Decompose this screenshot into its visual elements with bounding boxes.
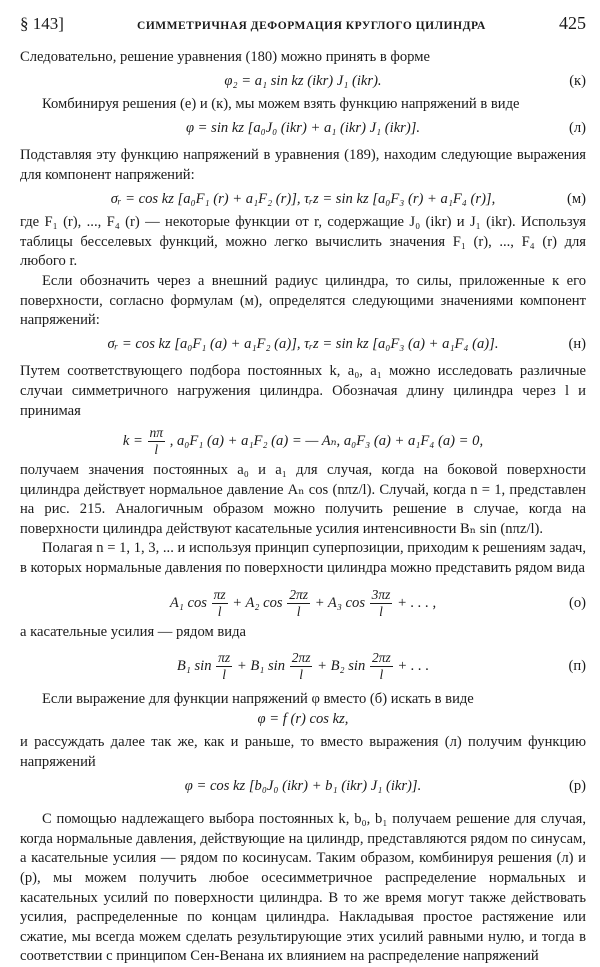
denominator: l xyxy=(296,603,301,619)
paragraph: С помощью надлежащего выбора постоянных k, b₀, b₁ получаем решение для случая, когда нормальные давления, действующие на цилиндр, представляются рядом по синусам, а касательные усилия — рядом по косинусам. Таким образом, комбинируя решения (л) и (р), мы можем получить любое осесимметричное распределение нормальных и касательных усилий по поверхности цилиндра. В то же время могут также действовать усилия, распределенные по концам цилиндра. Накладывая простое растяжение или сжатие, мы всегда можем сделать результирующие этих усилий равными нулю, и тогда в соответствии с принципом Сен-Венана их влиянием на распределение напряжений xyxy=(20,811,586,965)
numerator: πz xyxy=(218,650,231,666)
chapter-title: СИММЕТРИЧНАЯ ДЕФОРМАЦИЯ КРУГЛОГО ЦИЛИНДРА xyxy=(137,20,486,32)
equation-r xyxy=(20,777,586,797)
fraction xyxy=(287,587,310,620)
equation-text: + . . . , xyxy=(397,594,437,611)
equation-tag: (н) xyxy=(568,335,586,352)
equation-text: φ = f (r) cos kz, xyxy=(257,710,349,727)
equation-text: φ = cos kz [b₀J₀ (ikr) + b₁ (ikr) J₁ (ikr)]. xyxy=(184,777,422,794)
equation-p xyxy=(20,646,586,686)
running-header xyxy=(20,14,586,40)
equation-tag: (к) xyxy=(569,72,586,89)
fraction xyxy=(216,650,232,683)
paragraph: Если обозначить через a внешний радиус цилиндра, то силы, приложенные к его поверхности, согласно формулам (м), определятся следующими значениями компонент напряжений: xyxy=(20,272,586,329)
equation-text: φ = sin kz [a₀J₀ (ikr) + a₁ (ikr) J₁ (ikr)]. xyxy=(185,119,421,136)
equation-text: B₁ sin xyxy=(176,658,212,675)
equation-text: + A₂ cos xyxy=(232,594,283,611)
equation-tag: (м) xyxy=(567,190,586,207)
equation-n xyxy=(20,335,586,355)
equation-text: + A₃ cos xyxy=(314,594,366,611)
equation-text: σᵣ = cos kz [a₀F₁ (a) + a₁F₂ (a)], τᵣz = sin kz [a₀F₃ (a) + a₁F₄ (a)]. xyxy=(107,335,499,352)
equation-text: σᵣ = cos kz [a₀F₁ (r) + a₁F₂ (r)], τᵣz = sin kz [a₀F₃ (r) + a₁F₄ (r)], xyxy=(110,190,496,207)
fraction xyxy=(290,650,313,683)
numerator: 3πz xyxy=(371,586,391,602)
fraction xyxy=(148,425,166,458)
paragraph: где F₁ (r), ..., F₄ (r) — некоторые функции от r, содержащие J₀ (ikr) и J₁ (ikr). Используя таблицы бесселевых функций, можно легко вычислить значения F₁ (r), ..., F₄ (r) для любого r. xyxy=(20,214,586,270)
section-number: § 143] xyxy=(20,14,64,33)
equation-phi xyxy=(20,710,586,730)
paragraph: Следовательно, решение уравнения (180) можно принять в форме xyxy=(20,49,430,65)
fraction xyxy=(370,587,393,620)
equation-tag: (п) xyxy=(568,658,586,675)
denominator: l xyxy=(379,603,383,619)
equation-text: + B₁ sin xyxy=(236,658,286,675)
paragraph: и рассуждать далее так же, как и раньше, то вместо выражения (л) получим функцию напряжений xyxy=(20,734,586,771)
equation-tag: (р) xyxy=(568,777,586,794)
paragraph: получаем значения постоянных a₀ и a₁ для случая, когда на боковой поверхности цилиндра действует нормальное давление Aₙ cos (nπz/l). Случай, когда n = 1, представлен на рис. 215. Аналогичным образом можно получить решение в случае, когда на поверхности цилиндра действуют касательные усилия интенсивности Bₙ sin (nπz/l). xyxy=(20,462,586,537)
equation-text: , a₀F₁ (a) + a₁F₂ (a) = — Aₙ, a₀F₃ (a) + a₁F₄ (a) = 0, xyxy=(169,433,484,450)
equation-text: φ₂ = a₁ sin kz (ikr) J₁ (ikr). xyxy=(224,72,382,89)
numerator: 2πz xyxy=(289,586,309,602)
denominator: l xyxy=(379,667,384,683)
paragraph: Путем соответствующего подбора постоянных k, a₀, a₁ можно исследовать различные случаи симметричного нагружения цилиндра. Обозначая длину цилиндра через l и принимая xyxy=(20,363,586,419)
equation-text: + . . . xyxy=(397,658,430,675)
equation-k-definition xyxy=(20,421,586,461)
paragraph: Если выражение для функции напряжений φ вместо (б) искать в виде xyxy=(42,691,474,708)
denominator: l xyxy=(154,442,159,458)
denominator: l xyxy=(222,667,227,683)
equation-o xyxy=(20,583,586,623)
equation-m xyxy=(20,190,586,210)
equation-k xyxy=(20,72,586,92)
equation-l xyxy=(20,119,586,139)
paragraph: Полагая n = 1, 1, 3, ... и используя принцип суперпозиции, приходим к решениям задач, в которых нормальные давления по поверхности цилиндра можно представить рядом вида xyxy=(20,540,586,577)
numerator: nπ xyxy=(149,425,164,441)
page-number: 425 xyxy=(558,13,586,33)
equation-tag: (о) xyxy=(568,594,586,611)
denominator: l xyxy=(217,603,222,619)
equation-tag: (л) xyxy=(568,119,586,136)
paragraph: Комбинируя решения (е) и (к), мы можем взять функцию напряжений в виде xyxy=(42,96,520,113)
fraction xyxy=(370,650,393,683)
equation-text: k = xyxy=(122,433,143,450)
paragraph: Подставляя эту функцию напряжений в уравнения (189), находим следующие выражения для компонент напряжений: xyxy=(20,147,586,183)
equation-text: A₁ cos xyxy=(169,594,207,611)
numerator: πz xyxy=(213,586,226,602)
fraction xyxy=(212,587,228,620)
numerator: 2πz xyxy=(291,650,311,666)
denominator: l xyxy=(299,667,303,683)
paragraph: а касательные усилия — рядом вида xyxy=(20,623,246,640)
equation-text: + B₂ sin xyxy=(317,658,366,675)
numerator: 2πz xyxy=(371,650,391,666)
